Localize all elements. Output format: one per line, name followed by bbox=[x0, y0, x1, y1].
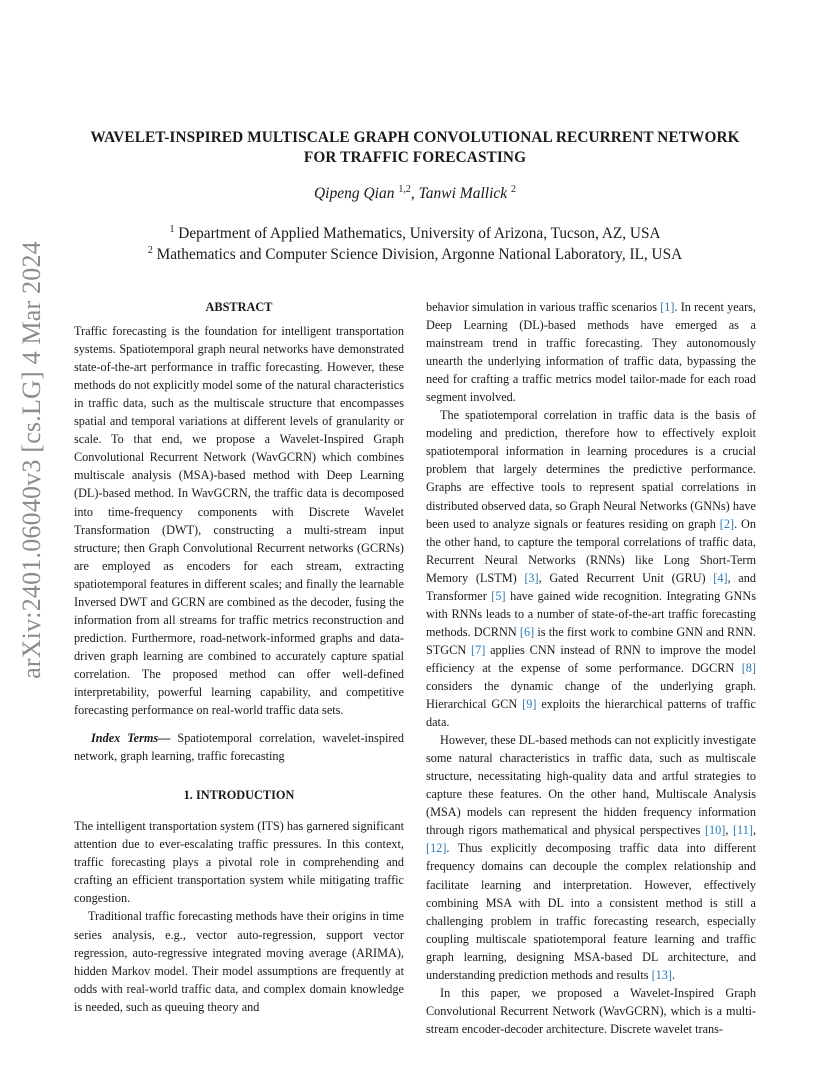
right-paragraph-4: In this paper, we proposed a Wavelet-Inspired Graph Convolutional Recurrent Network (WavGCRN), which is a multi-stream encoder-decoder architecture. Discrete wavelet trans- bbox=[426, 985, 756, 1036]
body-text: However, these DL-based methods can not explicitly investigate some natural characteristics in traffic data, such as multiscale structure, necessitating high-quality data and artful strategies to capture these features. On the other hand, Multiscale Analysis (MSA) models can represent the hidden frequency information through rigors mathematical and physical perspectives bbox=[426, 733, 756, 838]
author-affiliation-mark: 1,2 bbox=[398, 184, 411, 195]
abstract-text: Traffic forecasting is the foundation for intelligent transportation systems. Spatiotemporal graph neural networks have demonstrated state-of-the-art performance in traffic forecasting. However, these methods do not explicitly model some of the natural characteristics in traffic data, such as the multiscale structure that encompasses spatial and temporal variations at different levels of granularity or scale. To that end, we propose a Wavelet-Inspired Graph Convolutional Recurrent Network (WavGCRN) which combines multiscale analysis (MSA)-based method with Deep Learning (DL)-based method. In WavGCRN, the traffic data is decomposed into time-frequency components with Discrete Wavelet Transformation (DWT), constructing a multi-stream input structure; then Graph Convolutional Recurrent networks (GCRNs) are employed as encoders for each stream, extracting spatiotemporal features in different scales; and finally the learnable Inversed DWT and GCRN are combined as the decoder, fusing the information from all streams for traffic metrics reconstruction and prediction. Furthermore, road-network-informed graphs and data-driven graph learning are combined to accurately capture spatial correlation. The proposed method can offer well-defined interpretability, powerful learning capability, and competitive forecasting performance on real-world traffic data sets. bbox=[74, 324, 404, 718]
index-terms bbox=[74, 729, 404, 765]
body-text: . Thus explicitly decomposing traffic data into different frequency domains can decouple the complex relationship and facilitate learning and interpretation. However, effectively combining MSA with DL into a consistent method is still a challenging problem in traffic forecasting research, especially coupling multiscale spatiotemporal feature learning and traffic graph learning, designing MSA-based DL architecture, and understanding prediction methods and results bbox=[426, 841, 756, 982]
citation-link[interactable]: [4] bbox=[713, 570, 728, 585]
affiliation-number: 2 bbox=[147, 245, 153, 256]
affiliation-number: 1 bbox=[169, 224, 175, 235]
citation-link[interactable]: [10] bbox=[704, 823, 726, 838]
citation-link[interactable]: [5] bbox=[491, 588, 506, 603]
author-list bbox=[60, 184, 770, 203]
paper-title bbox=[60, 128, 770, 168]
citation-link[interactable]: [3] bbox=[524, 570, 539, 585]
body-text: is the first work to combine GNN and RNN. STGCN bbox=[426, 624, 756, 657]
affiliation-2 bbox=[60, 245, 770, 264]
body-text: exploits the hierarchical patterns of traffic data. bbox=[426, 697, 756, 730]
left-column bbox=[74, 298, 404, 1016]
introduction-heading: 1. INTRODUCTION bbox=[183, 788, 295, 803]
title-line-1: WAVELET-INSPIRED MULTISCALE GRAPH CONVOLUTIONAL RECURRENT NETWORK bbox=[90, 129, 740, 146]
body-text: applies CNN instead of RNN to improve the model efficiency at the expense of some performance. DGCRN bbox=[426, 642, 757, 675]
right-paragraph-1 bbox=[426, 298, 756, 406]
arxiv-stamp bbox=[6, 241, 58, 679]
citation-link[interactable]: [9] bbox=[522, 697, 537, 712]
intro-paragraph-2: Traditional traffic forecasting methods have their origins in time series analysis, e.g., vector auto-regression, support vector regression, auto-regressive integrated moving average (ARIMA), hidden Markov model. Their model assumptions are frequently at odds with real-world traffic data, and complex domain knowledge is needed, such as queuing theory and bbox=[74, 909, 404, 1014]
body-text: , Gated Recurrent Unit (GRU) bbox=[538, 570, 714, 585]
title-line-2: FOR TRAFFIC FORECASTING bbox=[303, 149, 527, 166]
body-text: , bbox=[752, 823, 756, 838]
citation-link[interactable]: [2] bbox=[719, 516, 735, 531]
citation-link[interactable]: [11] bbox=[732, 823, 753, 838]
body-text: . In recent years, Deep Learning (DL)-based methods have emerged as a mainstream trend in traffic forecasting. They autonomously unearth the underlying information of traffic data, bypassing the need for crafting a traffic metrics model tailor-made for each road segment involved. bbox=[426, 300, 756, 405]
affiliation-text: Department of Applied Mathematics, University of Arizona, Tucson, AZ, USA bbox=[178, 225, 661, 242]
citation-link[interactable]: [1] bbox=[660, 300, 675, 314]
body-text: , and Transformer bbox=[426, 570, 756, 603]
author-affiliation-mark: 2 bbox=[511, 184, 517, 195]
author-name: Tanwi Mallick bbox=[418, 185, 508, 202]
body-text: . bbox=[671, 967, 676, 982]
citation-link[interactable]: [6] bbox=[519, 624, 535, 639]
body-text: . On the other hand, to capture the temporal correlations of traffic data, Recurrent Neural Networks (RNNs) like Long Short-Term Memory (LSTM) bbox=[426, 516, 756, 585]
author-name: Qipeng Qian bbox=[313, 185, 395, 202]
citation-link[interactable]: [8] bbox=[741, 660, 756, 675]
citation-link[interactable]: [13] bbox=[651, 967, 672, 982]
author-separator: , bbox=[410, 185, 419, 202]
body-text: behavior simulation in various traffic scenarios bbox=[426, 300, 661, 314]
right-paragraph-2 bbox=[426, 406, 756, 731]
right-paragraph-3 bbox=[426, 731, 756, 984]
body-text: The spatiotemporal correlation in traffic data is the basis of modeling and prediction, therefore how to effectively exploit spatiotemporal information in learning procedures is a crucial problem that largely determines the predictive performance. Graphs are effective tools to represent spatial correlations in distributed observed data, so Graph Neural Networks (GNNs) have been used to analyze signals or features residing on graph bbox=[426, 408, 756, 531]
arxiv-identifier: arXiv:2401.06040v3 [cs.LG] 4 Mar 2024 bbox=[17, 241, 46, 679]
abstract-heading: ABSTRACT bbox=[205, 300, 273, 314]
index-terms-text: Spatiotemporal correlation, wavelet-inspired network, graph learning, traffic forecasting bbox=[74, 731, 404, 764]
citation-link[interactable]: [7] bbox=[471, 642, 486, 657]
body-text: considers the dynamic change of the underlying graph. Hierarchical GCN bbox=[426, 678, 756, 712]
right-column bbox=[426, 298, 756, 1038]
index-terms-label: Index Terms— bbox=[91, 731, 171, 746]
body-text: , bbox=[725, 823, 733, 838]
intro-paragraph-1: The intelligent transportation system (ITS) has garnered significant attention due to ever-escalating traffic pressures. In this context, traffic forecasting plays a pivotal role in comprehending and crafting an efficient transportation system while mitigating traffic congestion. bbox=[74, 819, 404, 906]
body-text: have gained wide recognition. Integrating GNNs with RNNs leads to a number of state-of-the-art traffic forecasting methods. DCRNN bbox=[426, 588, 756, 639]
affiliation-1 bbox=[60, 224, 770, 243]
citation-link[interactable]: [12] bbox=[426, 841, 447, 856]
affiliation-text: Mathematics and Computer Science Division, Argonne National Laboratory, IL, USA bbox=[156, 246, 683, 263]
